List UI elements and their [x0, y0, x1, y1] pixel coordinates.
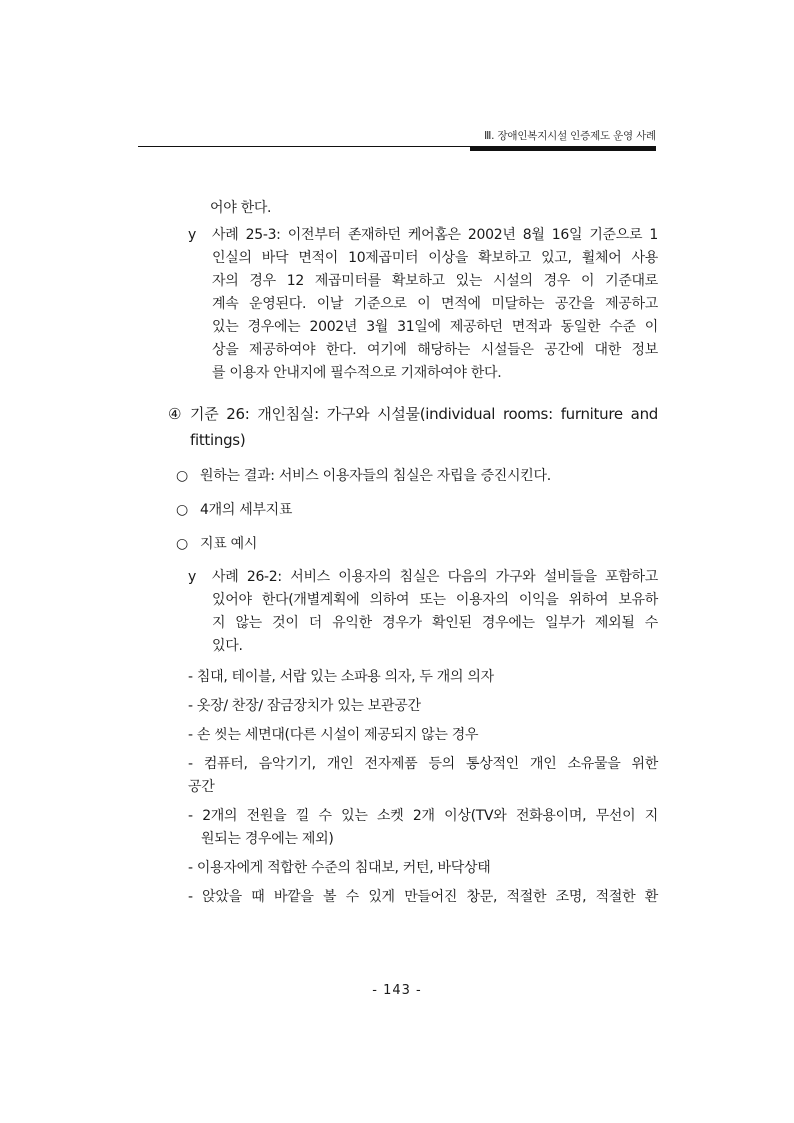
case-line: 있다. — [212, 638, 243, 654]
dash-item: - 컴퓨터, 음악기기, 개인 전자제품 등의 통상적인 개인 소유물을 위한 — [188, 756, 658, 772]
dash-item: - 침대, 테이블, 서랍 있는 소파용 의자, 두 개의 의자 — [188, 669, 494, 685]
continuation-line: 어야 한다. — [210, 200, 272, 216]
case-line: 계속 운영된다. 이날 기준으로 이 면적에 미달하는 공간을 제공하고 — [212, 296, 658, 312]
running-header: Ⅲ. 장애인복지시설 인증제도 운영 사례 — [470, 128, 656, 151]
dash-item: - 이용자에게 적합한 수준의 침대보, 커턴, 바닥상태 — [188, 860, 491, 876]
bullet-marker: y — [188, 569, 196, 585]
dash-item-wrap: 공간 — [188, 779, 215, 795]
case-line: 지 않는 것이 더 유익한 경우가 확인된 경우에는 일부가 제외될 수 — [212, 615, 658, 631]
section-heading-26 — [140, 401, 658, 453]
page-body — [140, 197, 658, 909]
bullet-text: 지표 예시 — [200, 536, 258, 552]
bullet-item — [140, 533, 658, 556]
page-number: - 143 - — [372, 983, 422, 998]
dash-item: - 손 씻는 세면대(다른 시설이 제공되지 않는 경우 — [188, 727, 479, 743]
bullet-item — [140, 499, 658, 522]
section-title-line: 기준 26: 개인침실: 가구와 시설물(individual rooms: furniture and — [190, 405, 658, 423]
bullet-text: 4개의 세부지표 — [200, 502, 293, 518]
dash-item: - 2개의 전원을 낄 수 있는 소켓 2개 이상(TV와 전화용이며, 무선이 지 — [188, 808, 658, 824]
case-line: 있는 경우에는 2002년 3월 31일에 제공하던 면적과 동일한 수준 이 — [212, 319, 658, 335]
bullet-item — [140, 465, 658, 488]
case-line: 를 이용자 안내지에 필수적으로 기재하여야 한다. — [212, 365, 502, 381]
dash-item: - 옷장/ 찬장/ 잠금장치가 있는 보관공간 — [188, 698, 421, 714]
case-line: 자의 경우 12 제곱미터를 확보하고 있는 시설의 경우 이 기준대로 — [212, 273, 658, 289]
header-rule — [138, 146, 656, 147]
case-26-2 — [140, 566, 658, 589]
case-line: 상을 제공하여야 한다. 여기에 해당하는 시설들은 공간에 대한 정보 — [212, 342, 658, 358]
circle-marker: ○ — [176, 468, 188, 484]
dash-item-wrap: 원되는 경우에는 제외) — [201, 831, 334, 847]
section-number: ④ — [168, 405, 182, 423]
case-line: 사례 25-3: 이전부터 존재하던 케어홈은 2002년 8월 16일 기준으로 1 — [212, 227, 658, 243]
circle-marker: ○ — [176, 502, 188, 518]
section-title-line: fittings) — [190, 431, 246, 449]
case-line: 인실의 바닥 면적이 10제곱미터 이상을 확보하고 있고, 휠체어 사용 — [212, 250, 658, 266]
circle-marker: ○ — [176, 536, 188, 552]
case-line: 사례 26-2: 서비스 이용자의 침실은 다음의 가구와 설비들을 포함하고 — [212, 569, 658, 585]
case-line: 있어야 한다(개별계획에 의하여 또는 이용자의 이익을 위하여 보유하 — [212, 592, 658, 608]
bullet-marker: y — [188, 227, 196, 243]
bullet-text: 원하는 결과: 서비스 이용자들의 침실은 자립을 증진시킨다. — [200, 468, 551, 484]
dash-item: - 앉았을 때 바깥을 볼 수 있게 만들어진 창문, 적절한 조명, 적절한 환 — [188, 889, 658, 905]
case-25-3 — [140, 224, 658, 247]
